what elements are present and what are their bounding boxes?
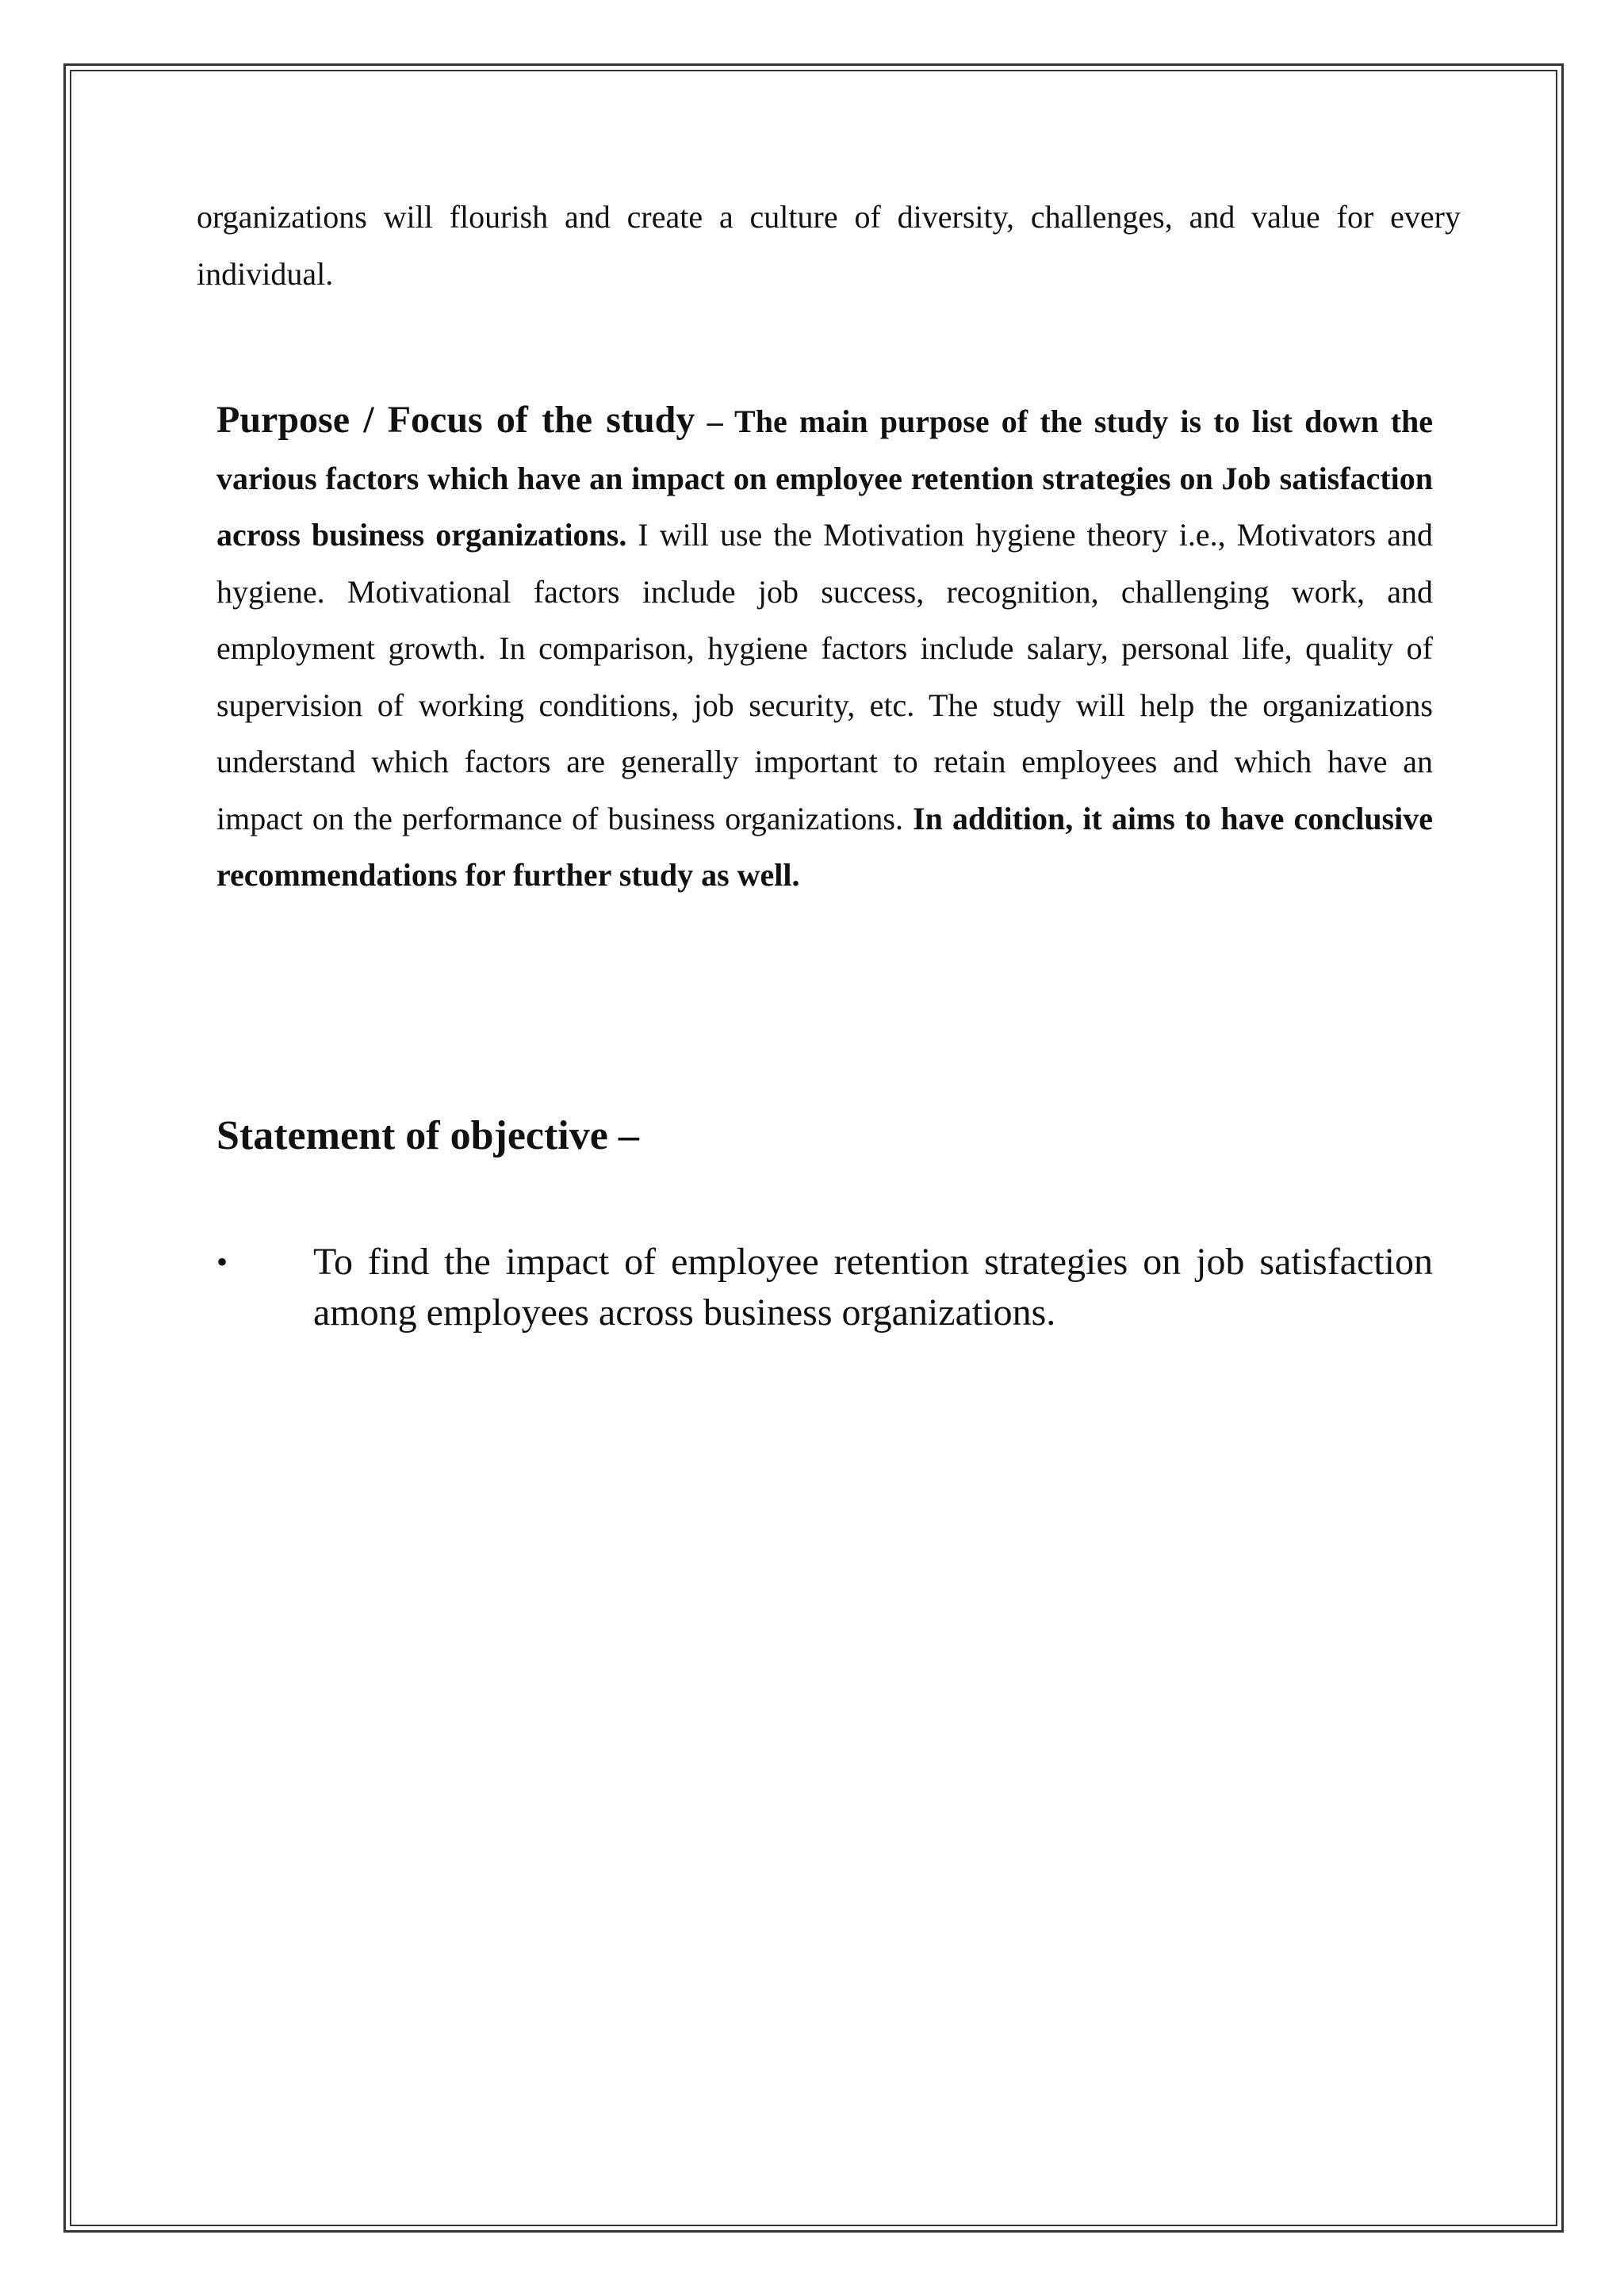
purpose-closing-sentence: In addition, it aims to have conclusive recommendations for further study as well. bbox=[216, 800, 1433, 893]
continuation-paragraph-last-line: individual. bbox=[197, 256, 334, 292]
objective-heading: Statement of objective – bbox=[216, 1113, 639, 1158]
objective-item-text: To find the impact of employee retention strategies on job satisfaction among employees across business organizations. bbox=[313, 1241, 1433, 1334]
purpose-lead-sentence: – The main purpose of the study is to list down the various factors which have an impact on employee retention strategies on Job satisfaction across business organizations. bbox=[216, 404, 1434, 553]
purpose-body-text: I will use the Motivation hygiene theory i.e., Motivators and hygiene. Motivational factors include job success, recognition, challenging work, and employment growth. In comparison, hygiene factors include salary, personal life, quality of supervision of working conditions, job security, etc. The study will help the organizations understand which factors are generally important to retain employees and which have an impact on the performance of business organizations. bbox=[216, 517, 1434, 836]
objective-list bbox=[216, 1237, 1433, 1338]
bullet-icon: • bbox=[216, 1244, 228, 1280]
objective-item bbox=[216, 1237, 1433, 1338]
purpose-section bbox=[216, 392, 1433, 904]
continuation-paragraph bbox=[197, 189, 1461, 303]
continuation-paragraph-main: organizations will flourish and create a culture of diversity, challenges, and value for every bbox=[197, 199, 1461, 235]
purpose-heading: Purpose / Focus of the study bbox=[216, 399, 695, 441]
